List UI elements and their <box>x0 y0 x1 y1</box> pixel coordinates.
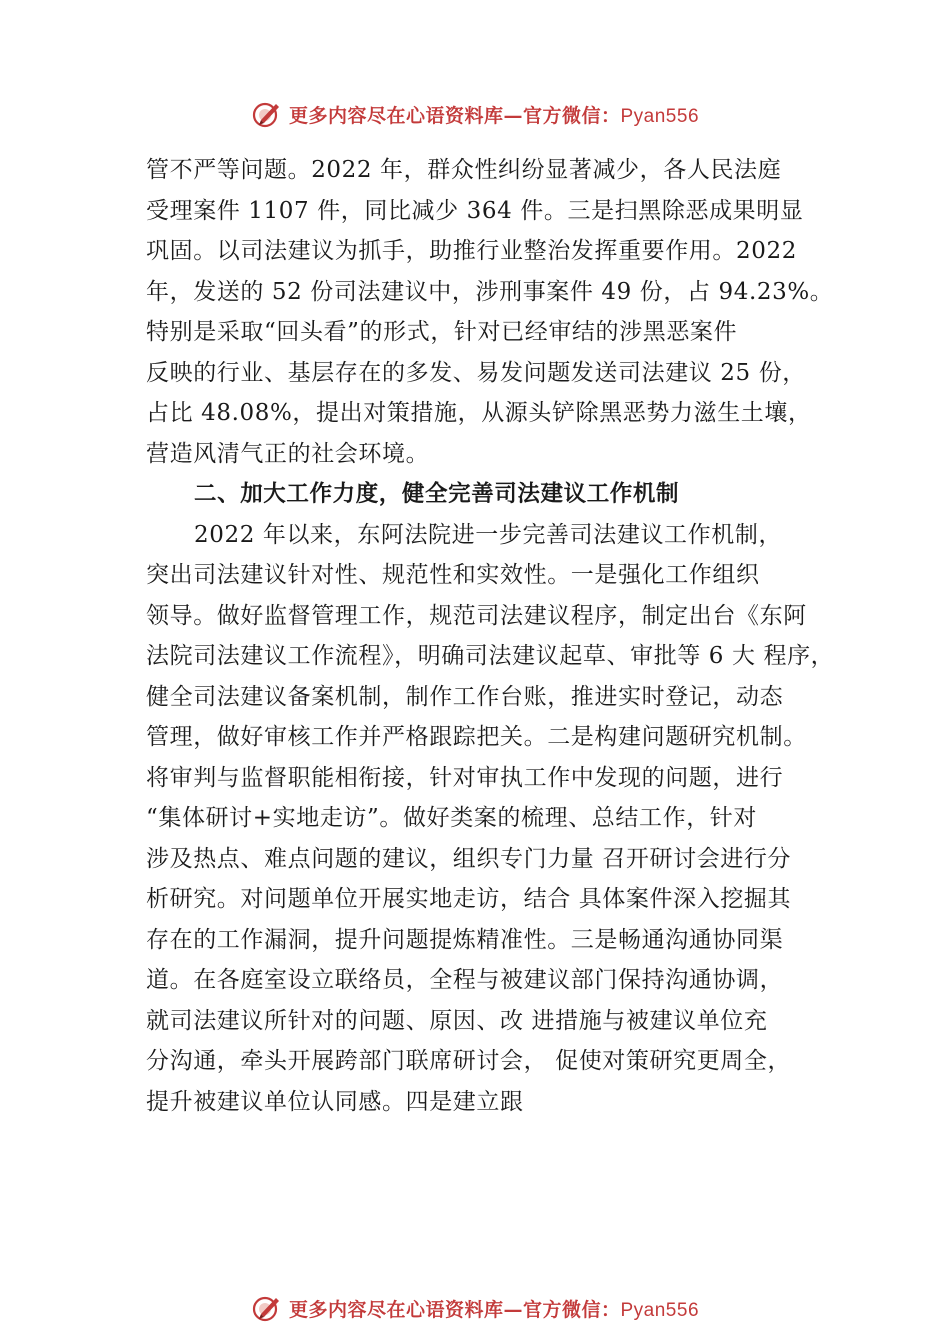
footer-watermark <box>0 1290 950 1326</box>
text-line: 巩固。以司法建议为抓手，助推行业整治发挥重要作用。2022 <box>146 238 797 264</box>
paragraph-1 <box>146 150 846 474</box>
text-line: 特别是采取“回头看”的形式，针对已经审结的涉黑恶案件 <box>146 319 738 345</box>
text-line: 就司法建议所针对的问题、原因、改 进措施与被建议单位充 <box>146 1007 768 1034</box>
text-line: 涉及热点、难点问题的建议，组织专门力量 召开研讨会进行分 <box>146 845 792 872</box>
text-line: 营造风清气正的社会环境。 <box>146 440 430 467</box>
text-line: 道。在各庭室设立联络员，全程与被建议部门保持沟通协调， <box>146 967 784 993</box>
section-heading: 二、加大工作力度，健全完善司法建议工作机制 <box>194 481 680 507</box>
text-line: 占比 48.08%，提出对策措施，从源头铲除黑恶势力滋生土壤， <box>146 400 812 426</box>
text-line: 分沟通，牵头开展跨部门联席研讨会， 促使对策研究更周全， <box>146 1048 792 1074</box>
pen-logo-icon <box>251 98 283 130</box>
text-line: 法院司法建议工作流程》，明确司法建议起草、审批等 6 大 程序， <box>146 643 835 669</box>
text-line: 健全司法建议备案机制，制作工作台账，推进实时登记，动态 <box>146 683 784 710</box>
text-line: 管不严等问题。2022 年，群众性纠纷显著减少，各人民法庭 <box>146 157 782 183</box>
text-line: 反映的行业、基层存在的多发、易发问题发送司法建议 25 份， <box>146 359 806 386</box>
text-line: 存在的工作漏洞，提升问题提炼精准性。三是畅通沟通协同渠 <box>146 926 784 953</box>
text-line: 析研究。对问题单位开展实地走访，结合 具体案件深入挖掘其 <box>146 886 792 912</box>
pen-logo-icon <box>251 1292 283 1324</box>
text-line: 年，发送的 52 份司法建议中，涉刑事案件 49 份，占 94.23%。 <box>146 278 834 305</box>
watermark-text: 更多内容尽在心语资料库—官方微信：Pyan556 <box>288 1298 700 1321</box>
text-line: 突出司法建议针对性、规范性和实效性。一是强化工作组织 <box>146 562 760 588</box>
text-line: 将审判与监督职能相衔接，针对审执工作中发现的问题，进行 <box>146 764 784 791</box>
document-body <box>146 150 846 1122</box>
text-line: 提升被建议单位认同感。四是建立跟 <box>146 1088 524 1115</box>
text-line: 受理案件 1107 件，同比减少 364 件。三是扫黑除恶成果明显 <box>146 197 804 224</box>
text-line: 管理，做好审核工作并严格跟踪把关。二是构建问题研究机制。 <box>146 724 807 750</box>
text-line: 2022 年以来，东阿法院进一步完善司法建议工作机制， <box>194 521 783 548</box>
text-line: “集体研讨+实地走访”。做好类案的梳理、总结工作，针对 <box>146 805 757 831</box>
text-line: 领导。做好监督管理工作，规范司法建议程序，制定出台《东阿 <box>146 602 807 629</box>
header-watermark <box>0 96 950 132</box>
watermark-text: 更多内容尽在心语资料库—官方微信：Pyan556 <box>288 104 700 127</box>
paragraph-2 <box>146 515 846 1123</box>
